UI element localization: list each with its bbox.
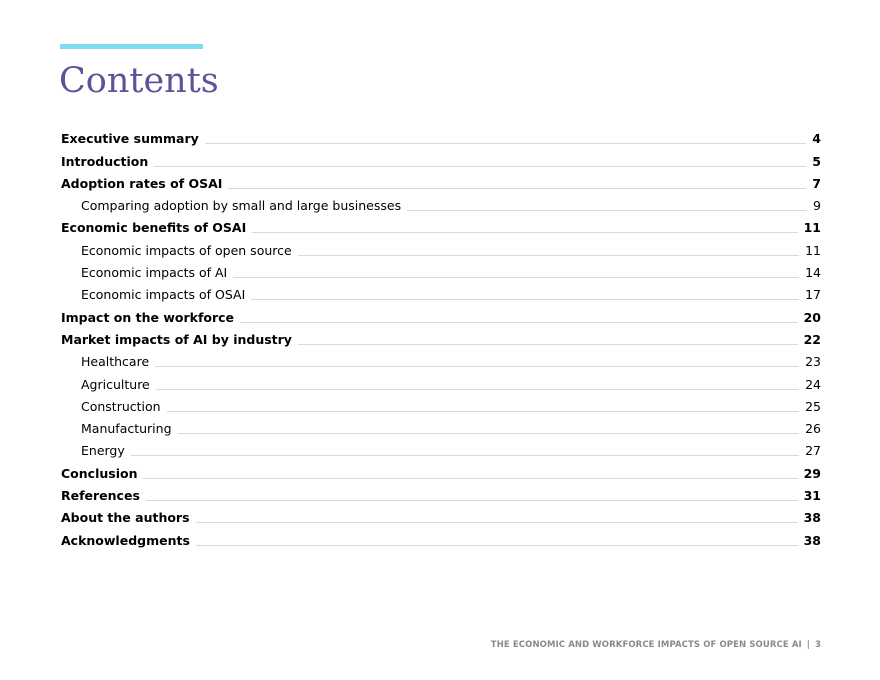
toc-entry-label: Healthcare bbox=[81, 354, 150, 370]
toc-leader-line bbox=[196, 545, 798, 546]
toc-entry-page-number: 11 bbox=[803, 220, 821, 236]
footer-document-title: THE ECONOMIC AND WORKFORCE IMPACTS OF OPEN SOURCE AI bbox=[490, 640, 802, 650]
toc-entry[interactable] bbox=[61, 236, 821, 258]
toc-entry[interactable] bbox=[61, 393, 821, 415]
toc-entry[interactable] bbox=[61, 437, 821, 459]
toc-entry-label: Energy bbox=[81, 443, 125, 459]
footer-separator: | bbox=[806, 640, 810, 650]
toc-leader-line bbox=[228, 188, 806, 189]
toc-leader-line bbox=[155, 366, 799, 367]
toc-entry[interactable] bbox=[61, 370, 821, 392]
toc-entry-label: Market impacts of AI by industry bbox=[61, 331, 292, 347]
toc-entry-page-number: 7 bbox=[812, 175, 821, 191]
toc-entry[interactable] bbox=[61, 281, 821, 303]
toc-entry-page-number: 4 bbox=[812, 131, 821, 147]
toc-leader-line bbox=[298, 344, 798, 345]
toc-leader-line bbox=[178, 433, 800, 434]
toc-leader-line bbox=[154, 166, 806, 167]
toc-entry-label: References bbox=[61, 488, 140, 504]
toc-entry-page-number: 20 bbox=[803, 309, 821, 325]
toc-entry[interactable] bbox=[61, 526, 821, 548]
toc-entry-label: Economic impacts of AI bbox=[81, 265, 228, 281]
toc-entry-label: Acknowledgments bbox=[61, 532, 190, 548]
toc-entry-label: Economic impacts of OSAI bbox=[81, 287, 246, 303]
toc-entry-page-number: 11 bbox=[805, 242, 821, 258]
toc-entry-label: Executive summary bbox=[61, 131, 199, 147]
toc-entry-label: Comparing adoption by small and large businesses bbox=[81, 198, 402, 214]
toc-entry[interactable] bbox=[61, 125, 821, 147]
toc-entry-page-number: 14 bbox=[805, 265, 821, 281]
toc-leader-line bbox=[143, 478, 797, 479]
toc-entry[interactable] bbox=[61, 214, 821, 236]
toc-entry-page-number: 17 bbox=[805, 287, 821, 303]
toc-entry[interactable] bbox=[61, 192, 821, 214]
toc-entry-label: Economic impacts of open source bbox=[81, 242, 292, 258]
toc-entry[interactable] bbox=[61, 259, 821, 281]
toc-leader-line bbox=[196, 522, 798, 523]
toc-entry-label: Introduction bbox=[61, 153, 149, 169]
toc-leader-line bbox=[407, 210, 807, 211]
toc-entry[interactable] bbox=[61, 415, 821, 437]
toc-entry-page-number: 38 bbox=[803, 510, 821, 526]
title-accent-bar bbox=[60, 44, 203, 49]
toc-entry-label: Conclusion bbox=[61, 465, 138, 481]
toc-entry-page-number: 24 bbox=[805, 376, 821, 392]
footer-page-number: 3 bbox=[814, 640, 821, 650]
toc-leader-line bbox=[252, 232, 797, 233]
toc-leader-line bbox=[298, 255, 799, 256]
toc-leader-line bbox=[167, 411, 800, 412]
toc-entry[interactable] bbox=[61, 326, 821, 348]
toc-entry-label: Economic benefits of OSAI bbox=[61, 220, 247, 236]
toc-entry[interactable] bbox=[61, 303, 821, 325]
toc-entry-label: Manufacturing bbox=[81, 421, 172, 437]
toc-entry-page-number: 26 bbox=[805, 421, 821, 437]
toc-entry[interactable] bbox=[61, 147, 821, 169]
toc-entry-label: Impact on the workforce bbox=[61, 309, 235, 325]
toc-entry-page-number: 5 bbox=[812, 153, 821, 169]
toc-entry[interactable] bbox=[61, 348, 821, 370]
toc-leader-line bbox=[146, 500, 798, 501]
toc-entry-label: Adoption rates of OSAI bbox=[61, 175, 223, 191]
toc-leader-line bbox=[131, 455, 799, 456]
toc-entry-page-number: 38 bbox=[803, 532, 821, 548]
toc-entry-page-number: 29 bbox=[803, 465, 821, 481]
toc-leader-line bbox=[233, 277, 799, 278]
toc-leader-line bbox=[156, 389, 799, 390]
table-of-contents bbox=[61, 125, 821, 549]
toc-entry-label: About the authors bbox=[61, 510, 190, 526]
toc-entry[interactable] bbox=[61, 459, 821, 481]
toc-entry-label: Construction bbox=[81, 398, 161, 414]
toc-entry-page-number: 25 bbox=[805, 398, 821, 414]
toc-entry[interactable] bbox=[61, 482, 821, 504]
toc-entry[interactable] bbox=[61, 504, 821, 526]
page-footer bbox=[491, 640, 821, 650]
toc-leader-line bbox=[251, 299, 799, 300]
toc-entry[interactable] bbox=[61, 170, 821, 192]
toc-leader-line bbox=[205, 143, 807, 144]
toc-entry-page-number: 31 bbox=[803, 488, 821, 504]
toc-entry-page-number: 27 bbox=[805, 443, 821, 459]
toc-entry-page-number: 22 bbox=[803, 331, 821, 347]
toc-entry-page-number: 23 bbox=[805, 354, 821, 370]
page-title: Contents bbox=[59, 61, 219, 101]
toc-entry-label: Agriculture bbox=[81, 376, 150, 392]
toc-leader-line bbox=[240, 322, 798, 323]
toc-entry-page-number: 9 bbox=[813, 198, 821, 214]
